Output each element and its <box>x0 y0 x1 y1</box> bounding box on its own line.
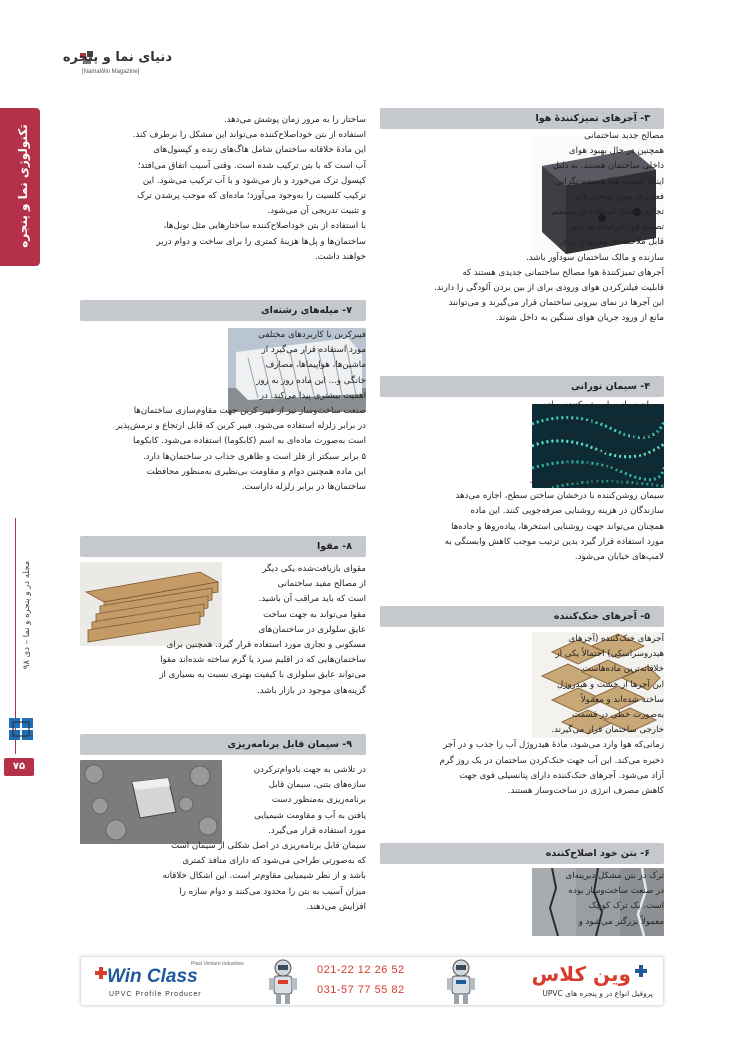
text-line: ساختمان‌هایی که در اقلیم سرد یا گرم ساخته شده‌اند مقوا <box>160 655 366 666</box>
mascot-right-icon <box>445 959 477 1005</box>
text-line: ساختمان‌ها در برابر زلزله داراست. <box>241 482 366 493</box>
text-line: ترک در بتن مشکل دیرینه‌ای <box>565 871 664 881</box>
text-line: مورد استفاده قرار گیرد بدین ترتیب موجب کاهش وابستگی به <box>444 536 664 547</box>
text-line: با استفاده از بتن خوداصلاح‌کننده ساختارهایی مثل تونل‌ها، <box>163 221 366 232</box>
section-8-body <box>80 562 366 699</box>
ad-phone-2[interactable]: 031-57 77 55 82 <box>317 984 405 996</box>
text-line: استفاده از بتن خوداصلاح‌کننده می‌تواند این مشکل را برطرف کند. <box>132 130 366 141</box>
text-line: سیمان روشن‌کننده با درخشان ساختن سطح، اجازه می‌دهد <box>455 491 664 502</box>
text-line: خارجی ساختمان قرار می‌گیرند. <box>551 725 664 736</box>
sidebar-tab-label: تکنولوژی نما و پنجره <box>16 124 30 248</box>
text-line: در برابر زلزله استفاده می‌شود. فیبر کربن که قابل ارتجاع و نرمش‌پذیر <box>115 421 366 432</box>
text-line: قابل ملاحظه‌ای می‌تواند برای <box>560 237 664 248</box>
text-line: صنعت ساخت‌وساز نیز از فیبر کربن جهت مقاوم‌سازی ساختمان‌ها <box>133 406 366 417</box>
mascot-left-icon <box>267 959 299 1005</box>
text-line: در تلاشی به جهت بادوام‌ترکردن <box>253 765 366 775</box>
text-line: جدیدی است که ساخت‌وساز <box>563 415 664 426</box>
text-line: ذخیره می‌کند. این آب جهت خنک‌کردن ساختمان در یک روز گرم <box>439 755 664 766</box>
section-6-header: ۶- بتن خود اصلاح‌کننده <box>380 843 664 864</box>
continuation-body <box>80 113 366 265</box>
text-line: که به‌صورتی طراحی می‌شود که دارای منافذ کمتری <box>182 856 366 867</box>
text-line: باشد و از نظر شیمیایی مقاوم‌تر است. این اشکال خلاقانه <box>162 871 366 882</box>
section-5-body <box>380 632 664 799</box>
text-line: این آجرها در نمای بیرونی ساختمان قرار می‌گیرند و می‌توانند <box>448 298 664 309</box>
text-line: این آجرها از خشت و هیدروژل <box>556 679 664 690</box>
text-line: خواهند داشت. <box>314 251 366 262</box>
text-line: ساختار را به مرور زمان پوشش می‌دهد. <box>223 115 366 125</box>
ad-tagline-en: UPVC Profile Producer <box>109 991 202 998</box>
text-line: افزایش می‌دهند. <box>306 901 366 912</box>
text-line: تجاری است؛ استفاده از سیستم <box>551 207 664 218</box>
text-line: به‌صورت خطی در قسمت <box>572 710 664 721</box>
text-line: خانگی و... این ماده روز به روز <box>256 375 366 386</box>
text-line: سیمان قابل برنامه‌ریزی در اصل شکلی از سیمان است <box>171 841 366 852</box>
text-line: تصفیۀ هوا غیرفعال به طور <box>568 222 664 233</box>
section-3-header: ۳- آجرهای تمیزکنندۀ هوا <box>380 108 664 129</box>
ad-phone-1[interactable]: 021-22 12 26 52 <box>317 964 405 976</box>
logo-title: دنیای نما و پنجره <box>62 50 172 65</box>
text-line: اهمیت بیشتری پیدا می‌کند. در <box>259 390 366 401</box>
text-line: کپسول ترک می‌خورد و باز می‌شود و با آب ترکیب می‌شود. این <box>142 175 366 186</box>
text-line: مورد استفاده قرار می‌گیرد. <box>268 825 366 836</box>
sidebar-tab <box>0 108 40 266</box>
ad-tagline-fa: پروفیل انواع در و پنجره های UPVC <box>542 989 653 998</box>
text-line: ۵ برابر سبکتر از فلز است و ظاهری جذاب در ساختمان‌ها دارد. <box>142 451 366 462</box>
ad-brand-icon <box>95 967 107 985</box>
text-line: آجرهای تمیزکنندۀ هوا مصالح ساختمانی جدیدی هستند که <box>462 267 664 278</box>
text-line: می‌تواند عایق سلولزی با کیفیت بهتری نسبت به بسیاری از <box>159 670 366 681</box>
section-9-body <box>80 763 366 915</box>
ad-banner[interactable] <box>80 956 664 1006</box>
text-line: فیبرکربن با کاربردهای مختلفی <box>258 330 366 340</box>
text-line: است که باید مراقب آن باشید. <box>258 594 366 605</box>
text-line: این مادۀ خلاقانه ساختمان شامل هاگ‌های زنده و کپسول‌های <box>153 145 366 156</box>
text-line: برنامه‌ریزی به‌منظور دست <box>271 795 366 806</box>
text-line: فعلی در مورد ساختارهای <box>574 191 664 202</box>
text-line: ترکیب کلسیت را به‌وجود می‌آورد؛ ماده‌ای که موجب پرشدن ترک <box>137 191 366 202</box>
section-4-body <box>380 398 664 565</box>
text-line: داخلی ساختمان هستند. به دلیل <box>552 161 664 172</box>
text-line: روز ذخیره و شب‌هنگام منتشر می‌کند. <box>529 476 664 487</box>
text-line: مورد استفاده قرار می‌گیرد از <box>261 345 366 356</box>
ad-brand-fa: وین کلاس <box>531 962 631 986</box>
text-line: مانع از ورود جریان هوای سنگین به داخل شوند. <box>495 313 664 324</box>
text-line: مقوا می‌تواند به جهت ساخت <box>263 609 366 620</box>
text-line: هیدروسرامیکی) احتمالاً یکی از <box>555 649 664 660</box>
section-7-header: ۷- میله‌های رشته‌ای <box>80 300 366 321</box>
text-line: اینکه کیفیت هوا همیشه نگرانی <box>554 176 664 187</box>
text-line: آزاد می‌شود. آجرهای خنک‌کننده دارای پتانسیلی قوی جهت <box>459 770 664 781</box>
text-line: سازه‌های بتنی، سیمان قابل <box>268 780 366 791</box>
text-line: سیمان نور خورشید را در طول <box>555 460 664 471</box>
text-line: ساخته شده‌اند و معمولاً <box>580 694 664 705</box>
text-line: میزان آسیب به بتن را محدود می‌کنند و دوام سازه را <box>179 886 366 897</box>
text-line: خلاقانه‌ترین ماده‌هاست. <box>579 664 664 675</box>
text-line: این ماده همچنین دوام و مقاومت بی‌نظیری به‌منظور محافظت <box>146 466 366 477</box>
text-line: از مصالح مفید ساختمانی <box>277 579 366 590</box>
text-line: و تثبیت تدریجی آن می‌شود. <box>267 206 366 217</box>
section-7-body <box>80 328 366 495</box>
text-line: همچنین در حال بهبود هوای <box>568 146 664 157</box>
section-3-body <box>380 129 664 327</box>
text-line: سازنده و مالک ساختمان سودآور باشد. <box>526 252 664 263</box>
text-line: همچنان می‌تواند جهت روشنایی استخرها، پیاده‌روها و جاده‌ها <box>451 521 664 532</box>
section-5-header: ۵- آجرهای خنک‌کننده <box>380 606 664 627</box>
text-line: گزینه‌های موجود در بازار باشد. <box>257 685 366 696</box>
text-line: در صنعت ساخت‌وساز بوده <box>568 886 664 897</box>
logo-subtitle: [NamaWin Magazine] <box>82 69 140 75</box>
text-line: مصالح جدید ساختمانی <box>584 131 664 141</box>
text-line: قابلیت فیلترکردن هوای ورودی برای از بین بردن آلودگی را دارند. <box>434 283 664 294</box>
section-4-header: ۴- سیمان نورانی <box>380 376 664 397</box>
text-line: زمانی‌که هوا وارد می‌شود، مادۀ هیدروژل آب را جذب و در آجر <box>443 740 664 751</box>
text-line: مقوای بازیافت‌شده یکی دیگر <box>262 564 366 574</box>
section-8-header: ۸- مقوا <box>80 536 366 557</box>
text-line: آجرهای خنک‌کننده (آجرهای <box>568 634 664 644</box>
text-line: عایق سلولزی در ساختمان‌های <box>258 624 366 635</box>
ad-brand-en: Win Class <box>107 966 198 987</box>
text-line: آب است که با بتن ترکیب شده است. وقتی آسیب اتفاق می‌افتد؛ <box>137 160 366 171</box>
page-number: ۷۵ <box>4 758 34 776</box>
section-9-header: ۹- سیمان قابل برنامه‌ریزی <box>80 734 366 755</box>
windows-logo-icon <box>7 716 35 742</box>
text-line: لامپ‌های خیابان می‌شود. <box>574 552 664 563</box>
sidebar-magazine-line: مجله در و پنجره و نما – دی ۹۸ <box>22 560 32 670</box>
ad-brand-fa-icon <box>635 965 647 983</box>
section-6-body <box>380 869 664 930</box>
text-line: یافتن به آب و مقاومت شیمیایی <box>254 810 366 821</box>
text-line: ماشین‌ها، هواپیماها، مصارف <box>265 360 366 371</box>
text-line: است به‌صورت ماده‌ای به اسم (کابکوما) استفاده می‌شود. کابکوما <box>133 436 366 447</box>
text-line: است. یک ترک کوچک <box>588 901 664 912</box>
text-line: سازندگان در هزینه روشنایی صرفه‌جویی کنند. این ماده <box>470 506 664 517</box>
text-line: ساختمان‌ها و پل‌ها هزینۀ کمتری را برای ساخت و دوام دربر <box>156 236 366 247</box>
text-line: سیمان نورانی یا روشن‌کننده، ماده <box>542 400 664 410</box>
text-line: جاده‌ای را در سال ۲۰۱۹ تحت <box>559 430 664 441</box>
text-line: مسکونی و تجاری مورد استفاده قرار گیرد. همچنین برای <box>166 640 366 651</box>
ad-small-text: Plast Venture Industries <box>191 961 244 967</box>
text-line: کاهش مصرف انرژی در ساخت‌وساز هستند. <box>507 786 664 797</box>
text-line: تأثیر قرار داده است. این نوع <box>561 445 664 456</box>
text-line: معمولاً بزرگتر می‌شود و <box>578 916 664 927</box>
magazine-logo <box>62 50 172 84</box>
